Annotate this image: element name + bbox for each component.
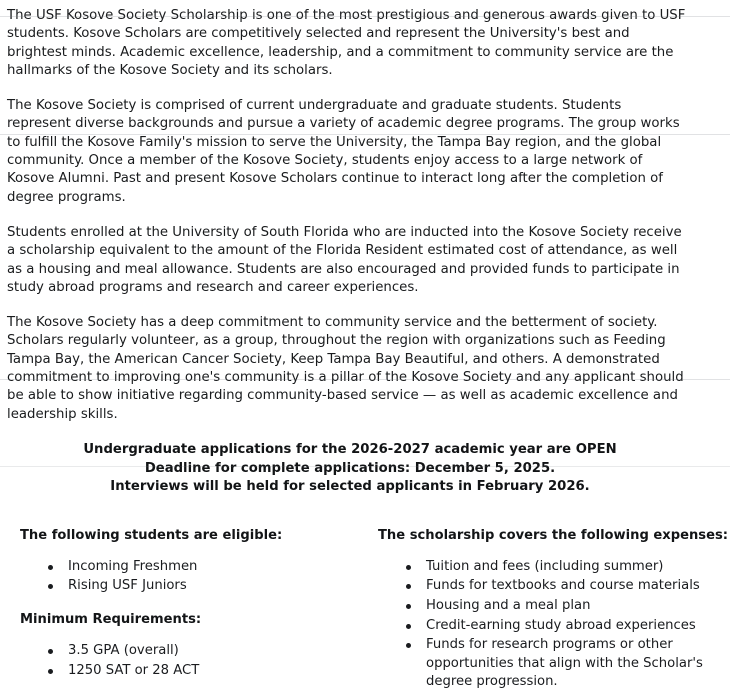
expenses-heading: The scholarship covers the following expenses:	[378, 527, 728, 543]
announcement-block	[0, 441, 730, 497]
list-item: Tuition and fees (including summer)	[404, 558, 730, 577]
list-item: Credit-earning study abroad experiences	[404, 617, 730, 636]
scholarship-amount-paragraph: Students enrolled at the University of South Florida who are inducted into the Kosove Society receive a scholarship equivalent to the amount of the Florida Resident estimated cost of attendance, as well as a housing and meal allowance. Students are also encouraged and provided funds to participate in study abroad programs and research and career experiences.	[7, 224, 682, 295]
list-item: 3.5 GPA (overall)	[46, 642, 350, 661]
minimum-requirements-heading: Minimum Requirements:	[20, 611, 202, 627]
eligibility-list	[20, 558, 350, 596]
list-item: Incoming Freshmen	[46, 558, 350, 577]
expenses-column	[350, 527, 730, 693]
intro-paragraph: The USF Kosove Society Scholarship is one of the most prestigious and generous awards given to USF students. Kosove Scholars are competitively selected and represent the University's best and brightest minds. Academic excellence, leadership, and a commitment to community service are the hallmarks of the Kosove Society and its scholars.	[7, 8, 686, 78]
list-item: Funds for textbooks and course materials	[404, 577, 730, 596]
column-spacer	[20, 597, 350, 611]
list-item: 1250 SAT or 28 ACT	[46, 662, 350, 681]
society-paragraph: The Kosove Society is comprised of current undergraduate and graduate students. Students represent diverse backgrounds and pursue a variety of academic degree programs. The group works to fulfill the Kosove Family's mission to serve the University, the Tampa Bay region, and the global community. Once a member of the Kosove Society, students enjoy access to a large network of Kosove Alumni. Past and present Kosove Scholars continue to interact long after the completion of degree programs.	[7, 98, 680, 205]
minimum-requirements-list	[20, 642, 350, 680]
eligibility-heading: The following students are eligible:	[20, 527, 283, 543]
list-item: Funds for research programs or other opportunities that align with the Scholar's degree progression.	[404, 636, 730, 692]
eligibility-column	[20, 527, 350, 693]
expenses-list	[378, 558, 730, 692]
community-service-paragraph: The Kosove Society has a deep commitment to community service and the betterment of society. Scholars regularly volunteer, as a group, throughout the region with organizations such as Feeding Tampa Bay, the American Cancer Society, Keep Tampa Bay Beautiful, and others. A demonstrated commitment to improving one's community is a pillar of the Kosove Society and any applicant should be able to show initiative regarding community-based service — as well as academic excellence and leadership skills.	[7, 315, 684, 422]
announcement-line-deadline: Deadline for complete applications: December 5, 2025.	[144, 460, 556, 476]
announcement-line-open: Undergraduate applications for the 2026-2027 academic year are OPEN	[83, 441, 617, 457]
two-column-section	[0, 527, 730, 693]
announcement-line-interviews: Interviews will be held for selected applicants in February 2026.	[110, 479, 590, 495]
list-item: Housing and a meal plan	[404, 597, 730, 616]
list-item: Rising USF Juniors	[46, 577, 350, 596]
